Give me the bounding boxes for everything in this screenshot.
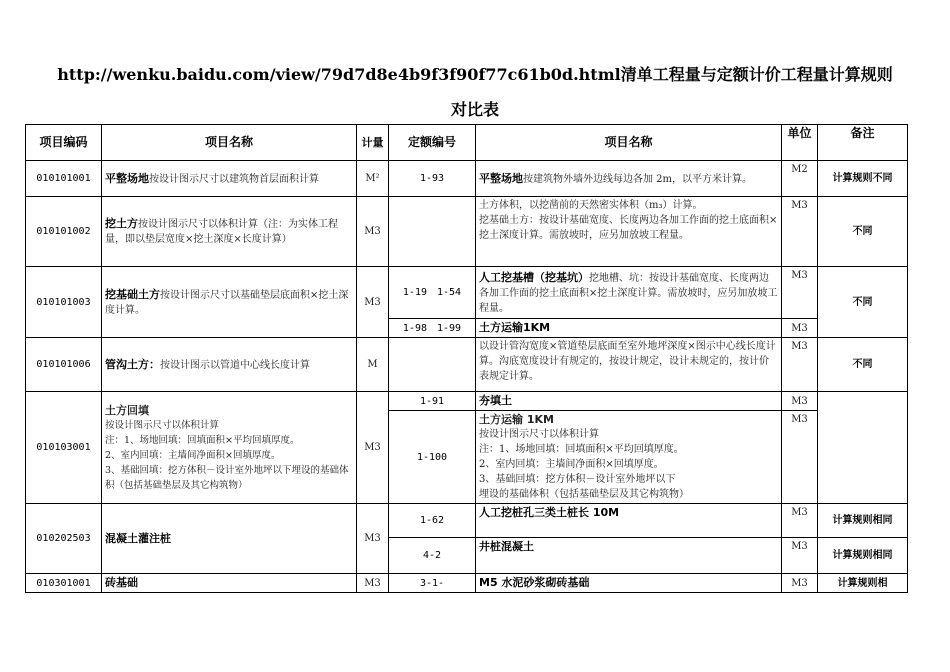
quota-name [476,197,782,267]
item-name-bold: 土方回填 [105,403,149,417]
quota-name-bold: 土方运输1KM [479,321,551,334]
table-row [26,392,908,411]
quota-name [476,504,782,538]
item-name [102,197,357,267]
comparison-table [25,124,908,593]
item-name-bold: 混凝土灌注桩 [105,531,171,545]
table-row [26,267,908,319]
quota-code: 1-100 [389,411,476,504]
item-name-bold: 挖土方 [105,217,138,230]
item-name [102,338,357,392]
quota-line: 2、室内回填：主墙间净面积×回填厚度。 [479,459,664,470]
quota-code [389,197,476,267]
item-name [102,504,357,574]
quota-code: 4-2 [389,538,476,574]
header-note: 备注 [818,125,908,161]
item-name-bold: 管沟土方： [105,357,160,371]
quota-line: 按设计图示尺寸以体积计算 [479,429,599,440]
quota-code: 1-19 1-54 [389,267,476,319]
quota-name-text: 挖地槽、坑：按设计基础宽度、长度两边各加工作面的挖土底面积×挖土深度计算。需放坡时，应另加放坡工程量。 [479,272,778,314]
quota-unit: M3 [782,319,818,338]
quota-name-bold: 人工挖桩孔三类土桩长 10M [479,506,620,519]
item-name-line: 2、室内回填：主墙间净面积×回填厚度。 [105,449,281,461]
header-name: 项目名称 [102,125,357,161]
quota-name-bold: 井桩混凝土 [479,540,534,553]
quota-line: 以设计管沟宽度×管道垫层底面至室外地坪深度×图示中心线长度计算。沟底宽度设计有规定的，按设计规定，设计未规定的，按计价表规定计算。 [479,341,776,382]
quota-unit: M3 [782,538,818,574]
quota-code: 1-62 [389,504,476,538]
item-unit: M² [357,161,389,197]
note: 不同 [818,197,908,267]
header-quota-name: 项目名称 [476,125,782,161]
quota-unit: M2 [782,161,818,197]
item-name-bold: 挖基础土方 [105,287,160,301]
quota-name [476,574,782,593]
item-unit: M3 [357,574,389,593]
header-unit: 计量 [357,125,389,161]
quota-code: 1-91 [389,392,476,411]
note: 计算规则相同 [818,504,908,538]
quota-unit: M3 [782,411,818,504]
item-code: 010101002 [26,197,102,267]
quota-name [476,319,782,338]
quota-line: 土方体积，以挖凿前的天然密实体积（m₃）计算。 [479,200,703,211]
note: 不同 [818,267,908,338]
item-unit: M3 [357,392,389,504]
note: 计算规则相 [818,574,908,593]
item-code: 010301001 [26,574,102,593]
item-name-text: 按设计图示尺寸以基础垫层底面积×挖土深度计算。 [105,289,349,316]
quota-unit: M3 [782,338,818,392]
page-title: http://wenku.baidu.com/view/79d7d8e4b9f3f90f77c61b0d.html清单工程量与定额计价工程量计算规则 [57,65,893,84]
page-title-line2: 对比表 [450,100,499,119]
quota-name [476,538,782,574]
note [818,392,908,504]
quota-code: 1-98 1-99 [389,319,476,338]
item-code: 010103001 [26,392,102,504]
quota-unit: M3 [782,267,818,319]
item-name-bold: 砖基础 [105,576,138,589]
item-code: 010202503 [26,504,102,574]
note: 计算规则相同 [818,538,908,574]
quota-name [476,267,782,319]
quota-name-bold: 土方运输 1KM [479,413,554,426]
table-row [26,504,908,538]
quota-name [476,392,782,411]
quota-name-bold: 夯填土 [479,394,512,407]
note: 计算规则不同 [818,161,908,197]
quota-line: 注：1、场地回填：回填面积×平均回填厚度。 [479,444,684,455]
quota-name-text: 按建筑物外墙外边线每边各加 2m，以平方米计算。 [523,173,753,185]
header-code: 项目编码 [26,125,102,161]
item-name [102,392,357,504]
item-code: 010101003 [26,267,102,338]
quota-unit: M3 [782,504,818,538]
item-name-bold: 平整场地 [105,171,149,185]
quota-unit: M3 [782,392,818,411]
quota-code: 1-93 [389,161,476,197]
quota-name [476,338,782,392]
item-unit: M3 [357,197,389,267]
quota-unit: M3 [782,574,818,593]
table-header-row [26,125,908,161]
header-quota-code: 定额编号 [389,125,476,161]
quota-name-bold: 人工挖基槽（挖基坑） [479,270,589,284]
table-row [26,197,908,267]
item-name-text: 按设计图示尺寸以建筑物首层面积计算 [149,173,319,185]
item-code: 010101001 [26,161,102,197]
table-row [26,161,908,197]
item-name [102,574,357,593]
quota-name [476,411,782,504]
table-row [26,574,908,593]
item-unit: M3 [357,267,389,338]
note: 不同 [818,338,908,392]
item-name-line: 注：1、场地回填：回填面积×平均回填厚度。 [105,434,300,446]
item-code: 010101006 [26,338,102,392]
table-row [26,338,908,392]
quota-name-bold: M5 水泥砂浆砌砖基础 [479,576,590,589]
quota-line: 挖基础土方：按设计基础宽度、长度两边各加工作面的挖土底面积×挖土深度计算。需放坡时，应另加放坡工程量。 [479,215,778,241]
item-name-text: 按设计图示尺寸以体积计算（注：为实体工程量，即以垫层宽度×挖土深度×长度计算） [105,219,338,245]
quota-name-bold: 平整场地 [479,171,523,185]
quota-code: 3-1- [389,574,476,593]
header-quota-unit: 单位 [782,125,818,161]
item-unit: M3 [357,504,389,574]
item-name [102,267,357,338]
quota-unit: M3 [782,197,818,267]
quota-name [476,161,782,197]
item-name-text: 按设计图示以管道中心线长度计算 [160,359,310,371]
item-name-line: 按设计图示尺寸以体积计算 [105,419,220,431]
item-unit: M [357,338,389,392]
item-name [102,161,357,197]
quota-line: 埋设的基础体积（包括基础垫层及其它构筑物） [479,489,689,500]
quota-line: 3、基础回填：挖方体积－设计室外地坪以下 [479,474,676,485]
item-name-line: 3、基础回填：挖方体积－设计室外地坪以下埋设的基础体积（包括基础垫层及其它构筑物） [105,464,349,491]
quota-code [389,338,476,392]
